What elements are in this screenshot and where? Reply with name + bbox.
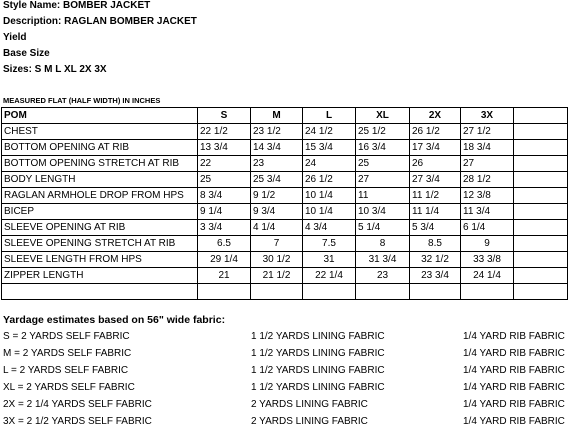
measurement-cell: 22 1/2: [198, 124, 251, 140]
column-header-xl: XL: [356, 108, 410, 124]
measurement-cell: 8 3/4: [198, 188, 251, 204]
measurement-cell: 27: [356, 172, 410, 188]
base-size-label: Base Size: [3, 48, 50, 59]
table-row: [2, 124, 568, 140]
measurement-cell: 6 1/4: [461, 220, 514, 236]
table-row: [2, 140, 568, 156]
column-header-l: L: [303, 108, 356, 124]
yardage-row: [0, 348, 570, 365]
self-fabric-text: S = 2 YARDS SELF FABRIC: [3, 331, 130, 342]
yardage-row: [0, 382, 570, 399]
rib-fabric-text: 1/4 YARD RIB FABRIC: [463, 399, 565, 410]
measurement-cell: [198, 284, 251, 300]
table-row: [2, 172, 568, 188]
measurement-cell: 23: [251, 156, 303, 172]
lining-fabric-text: 2 YARDS LINING FABRIC: [251, 399, 368, 410]
measurement-table: [1, 107, 568, 300]
measurement-cell: 24 1/2: [303, 124, 356, 140]
table-row: [2, 188, 568, 204]
pom-cell: [2, 284, 198, 300]
table-row: [2, 252, 568, 268]
pom-cell: SLEEVE LENGTH FROM HPS: [2, 252, 198, 268]
rib-fabric-text: 1/4 YARD RIB FABRIC: [463, 382, 565, 393]
measurement-cell: 33 3/8: [461, 252, 514, 268]
measurement-cell: 31 3/4: [356, 252, 410, 268]
measurement-cell: 22 1/4: [303, 268, 356, 284]
pom-cell: BOTTOM OPENING AT RIB: [2, 140, 198, 156]
measurement-cell: 27 1/2: [461, 124, 514, 140]
table-row: [2, 204, 568, 220]
measurement-cell: 25 3/4: [251, 172, 303, 188]
measurement-cell: [514, 172, 568, 188]
table-row: [2, 284, 568, 300]
pom-cell: CHEST: [2, 124, 198, 140]
measurement-cell: 11 3/4: [461, 204, 514, 220]
measurement-cell: [514, 156, 568, 172]
measurement-cell: 9 1/2: [251, 188, 303, 204]
column-header-pom: POM: [2, 108, 198, 124]
yardage-row: [0, 365, 570, 382]
measurement-cell: 32 1/2: [410, 252, 461, 268]
rib-fabric-text: 1/4 YARD RIB FABRIC: [463, 365, 565, 376]
measurement-cell: 18 3/4: [461, 140, 514, 156]
self-fabric-text: 2X = 2 1/4 YARDS SELF FABRIC: [3, 399, 152, 410]
column-header-m: M: [251, 108, 303, 124]
measurement-cell: [514, 140, 568, 156]
measurement-cell: 6.5: [198, 236, 251, 252]
measurement-cell: [514, 268, 568, 284]
measurement-cell: [410, 284, 461, 300]
measurement-cell: 13 3/4: [198, 140, 251, 156]
sizes-label: Sizes: S M L XL 2X 3X: [3, 64, 107, 75]
pom-cell: RAGLAN ARMHOLE DROP FROM HPS: [2, 188, 198, 204]
table-title: MEASURED FLAT (HALF WIDTH) IN INCHES: [3, 96, 161, 105]
pom-cell: SLEEVE OPENING AT RIB: [2, 220, 198, 236]
measurement-cell: 21: [198, 268, 251, 284]
measurement-cell: 24 1/4: [461, 268, 514, 284]
lining-fabric-text: 2 YARDS LINING FABRIC: [251, 416, 368, 427]
self-fabric-text: XL = 2 YARDS SELF FABRIC: [3, 382, 135, 393]
measurement-cell: 11 1/2: [410, 188, 461, 204]
measurement-cell: 28 1/2: [461, 172, 514, 188]
table-header-row: [2, 108, 568, 124]
measurement-cell: [303, 284, 356, 300]
measurement-cell: 30 1/2: [251, 252, 303, 268]
measurement-cell: [514, 188, 568, 204]
lining-fabric-text: 1 1/2 YARDS LINING FABRIC: [251, 331, 385, 342]
column-header-3x: 3X: [461, 108, 514, 124]
column-header-blank: [514, 108, 568, 124]
measurement-cell: 23 1/2: [251, 124, 303, 140]
measurement-cell: [251, 284, 303, 300]
measurement-cell: [514, 220, 568, 236]
yardage-row: [0, 399, 570, 416]
measurement-cell: 4 3/4: [303, 220, 356, 236]
measurement-cell: 26 1/2: [410, 124, 461, 140]
measurement-cell: 23: [356, 268, 410, 284]
measurement-cell: [461, 284, 514, 300]
measurement-cell: 10 3/4: [356, 204, 410, 220]
measurement-cell: 7.5: [303, 236, 356, 252]
lining-fabric-text: 1 1/2 YARDS LINING FABRIC: [251, 365, 385, 376]
measurement-cell: [514, 236, 568, 252]
measurement-cell: 4 1/4: [251, 220, 303, 236]
self-fabric-text: M = 2 YARDS SELF FABRIC: [3, 348, 132, 359]
lining-fabric-text: 1 1/2 YARDS LINING FABRIC: [251, 348, 385, 359]
measurement-cell: 11 1/4: [410, 204, 461, 220]
table-row: [2, 268, 568, 284]
pom-cell: ZIPPER LENGTH: [2, 268, 198, 284]
lining-fabric-text: 1 1/2 YARDS LINING FABRIC: [251, 382, 385, 393]
measurement-cell: 10 1/4: [303, 188, 356, 204]
description: Description: RAGLAN BOMBER JACKET: [3, 16, 197, 27]
table-row: [2, 236, 568, 252]
measurement-cell: 14 3/4: [251, 140, 303, 156]
measurement-cell: 9: [461, 236, 514, 252]
measurement-cell: 10 1/4: [303, 204, 356, 220]
table-row: [2, 220, 568, 236]
measurement-cell: [514, 204, 568, 220]
measurement-cell: 26: [410, 156, 461, 172]
pom-cell: BODY LENGTH: [2, 172, 198, 188]
measurement-cell: 22: [198, 156, 251, 172]
table-row: [2, 156, 568, 172]
yardage-title: Yardage estimates based on 56" wide fabric:: [3, 314, 226, 326]
measurement-cell: 5 1/4: [356, 220, 410, 236]
measurement-cell: 8: [356, 236, 410, 252]
measurement-cell: 5 3/4: [410, 220, 461, 236]
yardage-row: [0, 331, 570, 348]
measurement-cell: 25 1/2: [356, 124, 410, 140]
measurement-cell: [514, 252, 568, 268]
measurement-cell: 17 3/4: [410, 140, 461, 156]
measurement-cell: [514, 284, 568, 300]
measurement-cell: 27: [461, 156, 514, 172]
column-header-s: S: [198, 108, 251, 124]
rib-fabric-text: 1/4 YARD RIB FABRIC: [463, 331, 565, 342]
pom-cell: SLEEVE OPENING STRETCH AT RIB: [2, 236, 198, 252]
yardage-row: [0, 416, 570, 433]
rib-fabric-text: 1/4 YARD RIB FABRIC: [463, 348, 565, 359]
measurement-cell: 7: [251, 236, 303, 252]
style-name: Style Name: BOMBER JACKET: [3, 0, 151, 11]
measurement-cell: 25: [198, 172, 251, 188]
measurement-cell: 9 1/4: [198, 204, 251, 220]
measurement-cell: 25: [356, 156, 410, 172]
measurement-cell: 11: [356, 188, 410, 204]
measurement-cell: 29 1/4: [198, 252, 251, 268]
yield-label: Yield: [3, 32, 27, 43]
rib-fabric-text: 1/4 YARD RIB FABRIC: [463, 416, 565, 427]
column-header-2x: 2X: [410, 108, 461, 124]
measurement-cell: 12 3/8: [461, 188, 514, 204]
measurement-cell: 21 1/2: [251, 268, 303, 284]
measurement-cell: 24: [303, 156, 356, 172]
self-fabric-text: L = 2 YARDS SELF FABRIC: [3, 365, 129, 376]
measurement-cell: 8.5: [410, 236, 461, 252]
measurement-cell: [514, 124, 568, 140]
pom-cell: BOTTOM OPENING STRETCH AT RIB: [2, 156, 198, 172]
measurement-cell: 26 1/2: [303, 172, 356, 188]
measurement-cell: 31: [303, 252, 356, 268]
measurement-cell: 15 3/4: [303, 140, 356, 156]
measurement-cell: 9 3/4: [251, 204, 303, 220]
measurement-cell: 3 3/4: [198, 220, 251, 236]
measurement-cell: 16 3/4: [356, 140, 410, 156]
pom-cell: BICEP: [2, 204, 198, 220]
measurement-cell: 23 3/4: [410, 268, 461, 284]
measurement-cell: [356, 284, 410, 300]
self-fabric-text: 3X = 2 1/2 YARDS SELF FABRIC: [3, 416, 152, 427]
measurement-cell: 27 3/4: [410, 172, 461, 188]
